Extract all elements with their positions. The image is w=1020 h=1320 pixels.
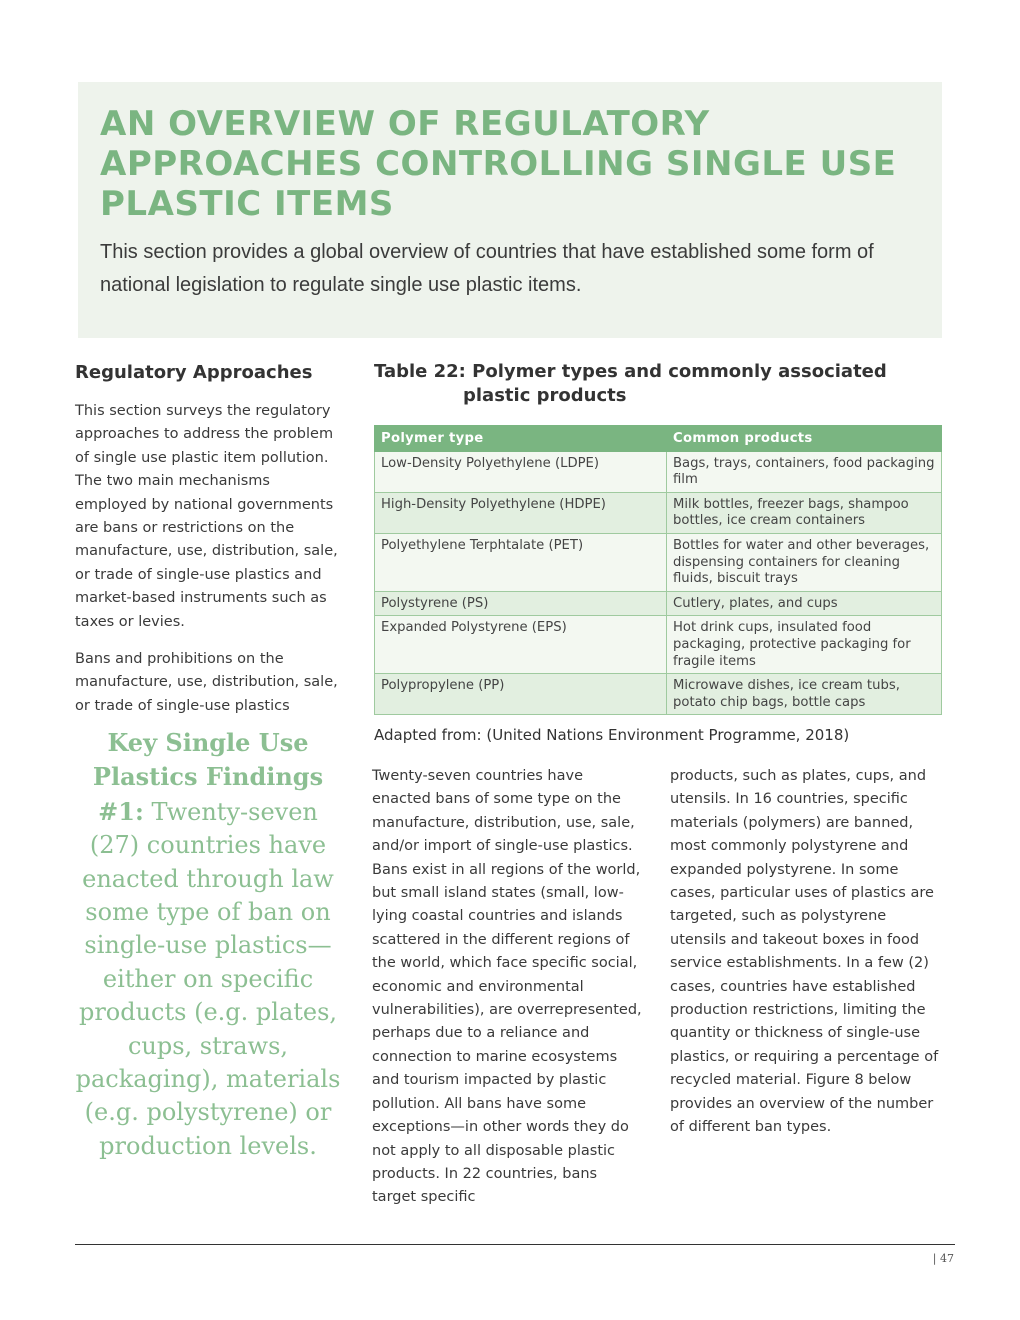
table-cell-products: Microwave dishes, ice cream tubs, potato chip bags, bottle caps: [667, 674, 942, 715]
table-row: [375, 492, 942, 533]
left-paragraph-1: This section surveys the regulatory approaches to address the problem of single use plastic item pollution. The two main mechanisms employed by national governments are bans or restrictions on the manufacture, use, distribution, sale, or trade of single-use plastics and market-based instruments such as taxes or levies.: [75, 403, 338, 630]
table-header-polymer: Polymer type: [375, 426, 667, 452]
section-intro: This section provides a global overview of countries that have established some form of national legislation to regulate single use plastic items.: [100, 241, 874, 296]
table-header-row: [375, 426, 942, 452]
table-cell-polymer: High-Density Polyethylene (HDPE): [375, 492, 667, 533]
table-row: [375, 451, 942, 492]
table-cell-polymer: Low-Density Polyethylene (LDPE): [375, 451, 667, 492]
page-number: | 47: [932, 1252, 954, 1265]
table-title: Table 22: Polymer types and commonly associated plastic products: [374, 361, 887, 406]
footer-divider: [75, 1244, 955, 1245]
table-cell-products: Cutlery, plates, and cups: [667, 591, 942, 616]
table-cell-products: Milk bottles, freezer bags, shampoo bottles, ice cream containers: [667, 492, 942, 533]
key-findings-callout: [72, 726, 344, 1163]
table-cell-polymer: Expanded Polystyrene (EPS): [375, 616, 667, 674]
table-cell-polymer: Polystyrene (PS): [375, 591, 667, 616]
table-cell-products: Hot drink cups, insulated food packaging, protective packaging for fragile items: [667, 616, 942, 674]
table-row: [375, 533, 942, 591]
left-heading: Regulatory Approaches: [75, 362, 313, 383]
left-paragraph-2: Bans and prohibitions on the manufacture, use, distribution, sale, or trade of single-use plastics: [75, 651, 338, 714]
body-column-2: products, such as plates, cups, and utensils. In 16 countries, specific materials (polymers) are banned, most commonly polystyrene and expanded polystyrene. In some cases, particular uses of plastics are targeted, such as polystyrene utensils and takeout boxes in food service establishments. In a few (2) cases, countries have established production restrictions, limiting the quantity or thickness of single-use plastics, or requiring a percentage of recycled material. Figure 8 below provides an overview of the number of different ban types.: [670, 768, 939, 1136]
table-row: [375, 616, 942, 674]
left-column: [75, 360, 343, 718]
page-title: AN OVERVIEW OF REGULATORY APPROACHES CONTROLLING SINGLE USE PLASTIC ITEMS: [100, 104, 897, 224]
table-cell-products: Bags, trays, containers, food packaging film: [667, 451, 942, 492]
polymer-table: [374, 425, 942, 715]
table-source: Adapted from: (United Nations Environment Programme, 2018): [374, 726, 850, 744]
callout-heading: Key Single Use Plastics Findings #1:: [92, 728, 324, 826]
table-cell-polymer: Polypropylene (PP): [375, 674, 667, 715]
table-row: [375, 674, 942, 715]
section-header: [78, 82, 942, 338]
table-cell-products: Bottles for water and other beverages, dispensing containers for cleaning fluids, biscuit trays: [667, 533, 942, 591]
callout-text: Twenty-seven (27) countries have enacted through law some type of ban on single-use plastics—either on specific products (e.g. plates, cups, straws, packaging), materials (e.g. polystyrene) or production levels.: [75, 797, 341, 1160]
table-cell-polymer: Polyethylene Terphtalate (PET): [375, 533, 667, 591]
body-column-1: Twenty-seven countries have enacted bans of some type on the manufacture, distribution, use, sale, and/or import of single-use plastics. Bans exist in all regions of the world, but small island states (small, low-lying coastal countries and islands scattered in the different regions of the world, which face specific social, economic and environmental vulnerabilities), are overrepresented, perhaps due to a reliance and connection to marine ecosystems and tourism impacted by plastic pollution. All bans have some exceptions—in other words they do not apply to all disposable plastic products. In 22 countries, bans target specific: [372, 768, 642, 1206]
table-row: [375, 591, 942, 616]
table-header-products: Common products: [667, 426, 942, 452]
